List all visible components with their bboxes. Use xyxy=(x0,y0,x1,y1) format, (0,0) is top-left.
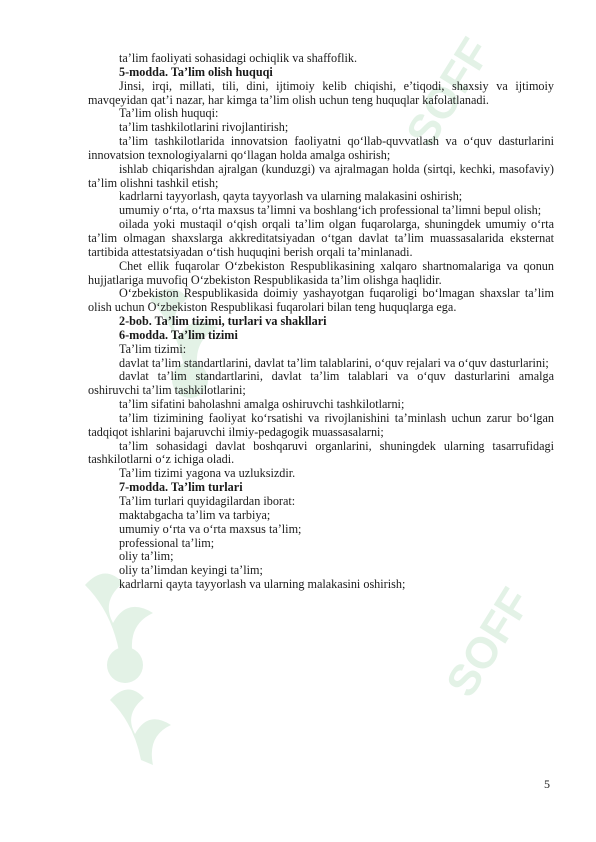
paragraph: Ta’lim turlari quyidagilardan iborat: xyxy=(119,494,296,508)
watermark-mark-2 xyxy=(85,573,171,765)
paragraph: ta’lim sohasidagi davlat boshqaruvi organlarini, shuningdek ularning tasarrufidagi tashkilotlarni o‘z ichiga oladi. xyxy=(88,438,554,467)
paragraph: ta’lim sifatini baholashni amalga oshiruvchi tashkilotlarni; xyxy=(119,397,405,412)
paragraph: ishlab chiqarishdan ajralgan (kunduzgi) va ajralmagan holda (sirtqi, kechki, masofaviy) ta’lim olishni tashkil etish; xyxy=(88,161,554,190)
paragraph: oilada yoki mustaqil o‘qish orqali ta’lim olgan fuqarolarga, shuningdek umumiy o‘rta ta’lim olmagan shaxslarga akkreditatsiyadan o‘tgan davlat ta’lim muassasalarida eksternat tartibida attestatsiyadan o‘tish huquqini berish orqali ta’minlanadi. xyxy=(88,217,554,259)
section-heading: 7-modda. Ta’lim turlari xyxy=(119,480,243,495)
paragraph: Chet ellik fuqarolar O‘zbekiston Respublikasining xalqaro shartnomalariga va qonun hujjatlariga muvofiq O‘zbekiston Respublikasida ta’lim olishga haqlidir. xyxy=(88,258,554,287)
paragraph: umumiy o‘rta, o‘rta maxsus ta’limni va boshlang‘ich professional ta’limni bepul olish; xyxy=(119,203,542,218)
paragraph: ta’lim tashkilotlarini rivojlantirish; xyxy=(119,120,289,135)
paragraph: umumiy o‘rta va o‘rta maxsus ta’lim; xyxy=(119,521,302,536)
paragraph: maktabgacha ta’lim va tarbiya; xyxy=(119,507,271,522)
document-body xyxy=(88,52,554,592)
paragraph: Ta’lim tizimi yagona va uzluksizdir. xyxy=(119,466,296,481)
paragraph: davlat ta’lim standartlarini, davlat ta’lim talablarini, o‘quv rejalari va o‘quv dasturlarini; xyxy=(119,355,549,370)
paragraph: oliy ta’limdan keyingi ta’lim; xyxy=(119,563,263,578)
paragraph: ta’lim faoliyati sohasidagi ochiqlik va shaffoflik. xyxy=(119,51,358,65)
page-number: 5 xyxy=(544,777,550,791)
section-heading: 5-modda. Ta’lim olish huquqi xyxy=(119,64,273,79)
paragraph: Ta’lim olish huquqi: xyxy=(119,106,219,121)
paragraph: ta’lim tizimining faoliyat ko‘rsatishi va rivojlanishini ta’minlash uchun zarur bo‘lgan tadqiqot ishlarini bajaruvchi ilmiy-pedagogik muassasalarni; xyxy=(88,410,554,439)
paragraph: kadrlarni qayta tayyorlash va ularning malakasini oshirish; xyxy=(119,577,406,592)
paragraph: ta’lim tashkilotlarida innovatsion faoliyatni qo‘llab-quvvatlash va o‘quv dasturlarini innovatsion texnologiyalarni qo‘llagan holda amalga oshirish; xyxy=(88,134,554,162)
paragraph: Jinsi, irqi, millati, tili, dini, ijtimoiy kelib chiqishi, e’tiqodi, shaxsiy va ijtimoiy mavqeyidan qat’i nazar, har kimga ta’lim olish uchun teng huquqlar kafolatlanadi. xyxy=(88,78,554,107)
paragraph: kadrlarni tayyorlash, qayta tayyorlash va ularning malakasini oshirish; xyxy=(119,189,463,204)
paragraph: oliy ta’lim; xyxy=(119,549,174,564)
section-heading: 2-bob. Ta’lim tizimi, turlari va shakllari xyxy=(119,314,327,329)
section-heading: 6-modda. Ta’lim tizimi xyxy=(119,327,238,342)
paragraph: Ta’lim tizimi: xyxy=(119,341,187,356)
watermark-text-2: SOFF xyxy=(436,579,541,706)
paragraph: O‘zbekiston Respublikasida doimiy yashayotgan fuqaroligi bo‘lmagan shaxslar ta’lim olish uchun O‘zbekiston Respublikasi fuqarolari bilan teng huquqlarga ega. xyxy=(88,286,554,315)
watermark-text-1: SOFF xyxy=(396,29,501,156)
paragraph: professional ta’lim; xyxy=(119,535,215,550)
paragraph: davlat ta’lim standartlarini, davlat ta’lim talablari va o‘quv dasturlarini amalga oshiruvchi ta’lim tashkilotlarini; xyxy=(88,369,554,398)
